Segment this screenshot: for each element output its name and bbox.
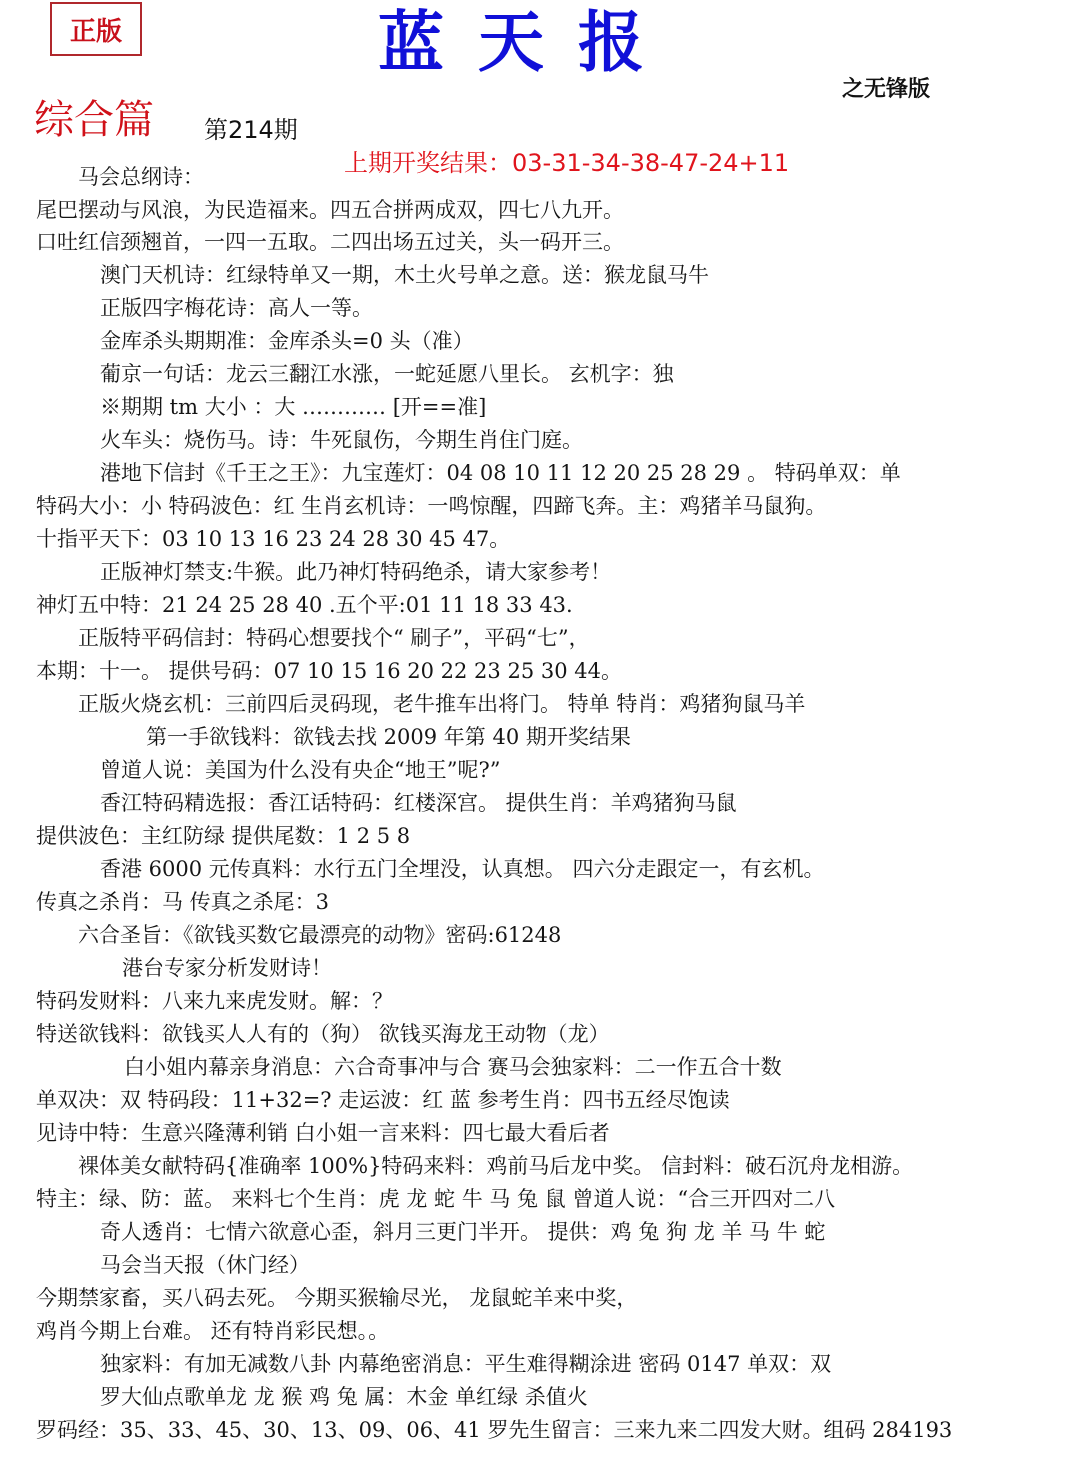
text-line: 尾巴摆动与风浪，为民造福来。四五合拼两成双，四七八九开。: [36, 198, 624, 222]
text-line: 罗大仙点歌单龙 龙 猴 鸡 兔 属：木金 单红绿 杀值火: [100, 1385, 588, 1409]
text-line: 传真之杀肖：马 传真之杀尾：3: [36, 890, 330, 914]
text-line: 香港 6000 元传真料：水行五门全埋没，认真想。 四六分走跟定一，有玄机。: [100, 857, 825, 881]
authentic-stamp: [50, 2, 142, 56]
text-line: 正版特平码信封：特码心想要找个“ 刷子”，平码“七”，: [78, 626, 590, 650]
text-line: 神灯五中特：21 24 25 28 40 .五个平:01 11 18 33 43.: [36, 593, 573, 617]
text-line: 白小姐内幕亲身消息：六合奇事冲与合 赛马会独家料：二一作五合十数: [124, 1055, 782, 1079]
text-line: 马会总纲诗：: [78, 165, 204, 189]
text-line: 见诗中特：生意兴隆薄利销 白小姐一言来料：四七最大看后者: [36, 1121, 610, 1145]
text-line: ※期期 tm 大小 ：大 ………… [开==准]: [100, 395, 487, 419]
text-line: 今期禁家畜，买八码去死。 今期买猴输尽光， 龙鼠蛇羊来中奖，: [36, 1286, 638, 1310]
text-line: 独家料：有加无减数八卦 内幕绝密消息：平生难得糊涂进 密码 0147 单双：双: [100, 1352, 832, 1376]
text-line: 香江特码精选报：香江话特码：红楼深宫。 提供生肖：羊鸡猪狗马鼠: [100, 791, 737, 815]
last-result-numbers: 03-31-34-38-47-24+11: [512, 149, 790, 177]
issue-number: 第214期: [204, 116, 298, 144]
text-line: 单双决：双 特码段：11+32=? 走运波：红 蓝 参考生肖：四书五经尽饱读: [36, 1088, 730, 1112]
text-line: 奇人透肖：七情六欲意心歪，斜月三更门半开。 提供：鸡 兔 狗 龙 羊 马 牛 蛇: [100, 1220, 826, 1244]
text-line: 正版神灯禁支:牛猴。此乃神灯特码绝杀，请大家参考！: [100, 560, 612, 584]
text-line: 十指平天下：03 10 13 16 23 24 28 30 45 47。: [36, 527, 511, 551]
section-title: 综合篇: [34, 97, 154, 143]
text-line: 曾道人说：美国为什么没有央企“地王”呢?”: [100, 758, 501, 782]
text-line: 本期：十一。 提供号码：07 10 15 16 20 22 23 25 30 44。: [36, 659, 622, 683]
text-line: 裸体美女献特码{准确率 100%}特码来料：鸡前马后龙中奖。 信封料：破石沉舟龙相游。: [78, 1154, 914, 1178]
masthead-title: 蓝天报: [378, 3, 678, 81]
text-line: 六合圣旨：《欲钱买数它最漂亮的动物》密码:61248: [78, 923, 562, 947]
text-line: 口吐红信颈翘首，一四一五取。二四出场五过关，头一码开三。: [36, 230, 624, 254]
text-line: 特主：绿、防：蓝。 来料七个生肖：虎 龙 蛇 牛 马 兔 鼠 曾道人说：“合三开四对二八: [36, 1187, 836, 1211]
text-line: 提供波色：主红防绿 提供尾数：1 2 5 8: [36, 824, 411, 848]
stamp-label: 正版: [69, 16, 122, 47]
edition-label: 之无锋版: [842, 77, 931, 102]
text-line: 葡京一句话：龙云三翻江水涨，一蛇延愿八里长。 玄机字：独: [100, 362, 674, 386]
last-result-label: 上期开奖结果：: [344, 149, 512, 177]
text-line: 特码发财料：八来九来虎发财。解：？: [36, 989, 393, 1013]
text-line: 特送欲钱料：欲钱买人人有的（狗） 欲钱买海龙王动物（龙）: [36, 1022, 610, 1046]
text-line: 正版四字梅花诗：高人一等。: [100, 296, 373, 320]
text-line: 港地下信封《千王之王》：九宝莲灯：04 08 10 11 12 20 25 28 29 。 特码单双：单: [100, 461, 901, 485]
text-line: 金库杀头期期准：金库杀头=0 头（准）: [100, 329, 474, 353]
text-line: 火车头：烧伤马。诗：牛死鼠伤，今期生肖住门庭。: [100, 428, 583, 452]
text-line: 正版火烧玄机：三前四后灵码现，老牛推车出将门。 特单 特肖：鸡猪狗鼠马羊: [78, 692, 806, 716]
text-line: 罗码经：35、33、45、30、13、09、06、41 罗先生留言：三来九来二四发大财。组码 284193: [36, 1418, 953, 1442]
text-line: 鸡肖今期上台难。 还有特肖彩民想。。: [36, 1319, 390, 1343]
text-line: 港台专家分析发财诗！: [122, 956, 332, 980]
last-draw-result: [344, 143, 789, 178]
text-line: 马会当天报（休门经）: [100, 1253, 310, 1277]
text-line: 澳门天机诗：红绿特单又一期，木土火号单之意。送：猴龙鼠马牛: [100, 263, 709, 287]
text-line: 第一手欲钱料：欲钱去找 2009 年第 40 期开奖结果: [146, 725, 631, 749]
text-line: 特码大小：小 特码波色：红 生肖玄机诗：一鸣惊醒，四蹄飞奔。主：鸡猪羊马鼠狗。: [36, 494, 827, 518]
